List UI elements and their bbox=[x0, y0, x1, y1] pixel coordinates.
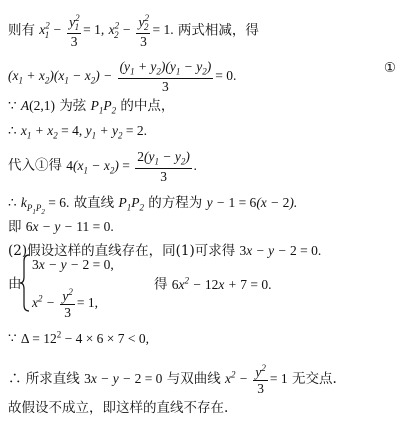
formula-quadratic: $6x^2 - 12x + 7 = 0$. bbox=[171, 275, 272, 292]
line-12: 故假设不成立，即这样的直线不存在. bbox=[8, 400, 229, 416]
formula-chord: $P_1P_2$ bbox=[90, 98, 117, 116]
left-brace-icon bbox=[20, 254, 30, 312]
line-3: ∵ A(2,1) 为弦 $P_1P_2$ 的中点， bbox=[8, 98, 175, 116]
line-4: ∴ $x_1 + x_2 = 4$, $y_1 + y_2 = 2$. bbox=[8, 123, 147, 141]
formula-point-a: A(2,1) bbox=[20, 98, 56, 113]
line-6: ∴ $k_{P_1P_2} = 6$. 故直线 $P_1P_2$ 的方程为 y − 1 = 6(x − 2). bbox=[8, 195, 298, 216]
formula-sums: $x_1 + x_2 = 4$, $y_1 + y_2 = 2$. bbox=[20, 123, 147, 141]
equation-number: ① bbox=[383, 60, 396, 76]
formula-system-hyperbola: $x^2$ − $\frac{y^2}{3}$ = 1, bbox=[32, 287, 98, 320]
line-1: 则有 $x^2_1$ − $\frac{y^2_1}{3}$ = 1, $x^2_2$ − $\frac{y^2_2}{3}$ = 1. 两式相减，得 bbox=[8, 13, 259, 50]
formula-line-final: 3x − y − 2 = 0 bbox=[84, 370, 163, 386]
line-10: ∵ $\Delta = 12^2 - 4 \times 6 \times 7 < 0$, bbox=[8, 329, 150, 347]
line-8: (2)假设这样的直线存在，同(1)可求得 3x − y − 2 = 0. bbox=[8, 243, 322, 259]
formula-line-equation: y − 1 = 6(x − 2). bbox=[206, 195, 298, 210]
line-11: ∴ 所求直线 3x − y − 2 = 0 与双曲线 $x^2$ − $\frac{y^2}{3}$ = 1 无交点. bbox=[8, 363, 337, 396]
formula-hyperbola-final: $x^2$ − $\frac{y^2}{3}$ = 1 bbox=[225, 363, 288, 396]
formula-hyperbola-p1: $x^2_1$ − $\frac{y^2_1}{3}$ = 1, bbox=[39, 13, 105, 50]
system-result: 得 $6x^2 - 12x + 7 = 0$. bbox=[154, 275, 272, 293]
formula-discriminant: $\Delta = 12^2 - 4 \times 6 \times 7 < 0$, bbox=[20, 329, 150, 346]
text-you: 由 bbox=[8, 276, 22, 292]
line-5: 代入①得 $4(x_1 - x_2)$ = $\frac{2(y_1 - y_2)}{3}$ . bbox=[8, 149, 198, 184]
line-2 bbox=[8, 60, 236, 93]
formula-system-line: 3x − y − 2 = 0, bbox=[32, 257, 114, 272]
line-7: 即 6x − y − 11 = 0. bbox=[8, 219, 114, 235]
formula-line-part2: 3x − y − 2 = 0. bbox=[239, 243, 322, 258]
formula-hyperbola-p2: $x^2_2$ − $\frac{y^2_2}{3}$ = 1. bbox=[108, 13, 174, 50]
formula-difference: $(x_1 + x_2)(x_1 - x_2)$ − $\frac{(y_1 + y_2)(y_1 - y_2)}{3}$ = 0. bbox=[8, 59, 237, 94]
formula-line-standard: 6x − y − 11 = 0. bbox=[25, 219, 114, 234]
formula-substituted: $4(x_1 - x_2)$ = $\frac{2(y_1 - y_2)}{3}$ . bbox=[66, 149, 198, 184]
formula-slope: $k_{P_1P_2} = 6$. bbox=[20, 195, 70, 216]
formula-line-p1p2: $P_1P_2$ bbox=[118, 195, 144, 213]
